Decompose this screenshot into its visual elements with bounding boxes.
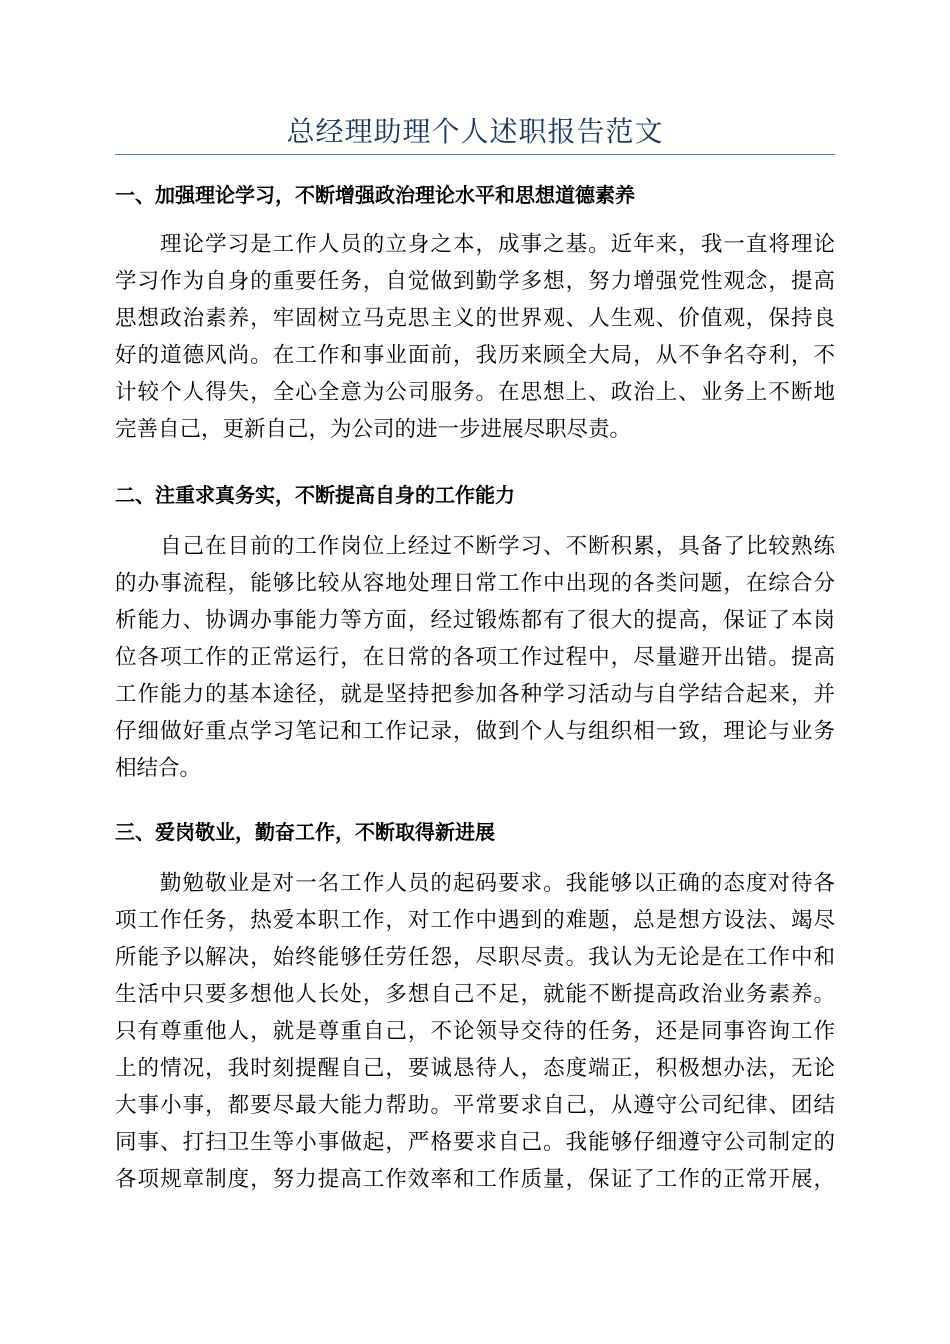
section-heading-1: 一、加强理论学习，不断增强政治理论水平和思想道德素养 [115,183,635,207]
paragraph-line: 仔细做好重点学习笔记和工作记录，做到个人与组织相一致，理论与业务 [115,719,835,744]
paragraph-line: 上的情况，我时刻提醒自己，要诚恳待人，态度端正，积极想办法，无论 [115,1056,835,1081]
paragraph-line: 完善自己，更新自己，为公司的进一步进展尽职尽责。 [115,417,632,442]
section-paragraph-2 [115,528,835,787]
paragraph-line: 学习作为自身的重要任务，自觉做到勤学多想，努力增强党性观念，提高 [115,269,835,294]
section-paragraph-3 [115,865,835,1198]
section-heading-2: 二、注重求真务实，不断提高自身的工作能力 [115,483,515,507]
paragraph-line: 各项规章制度，努力提高工作效率和工作质量，保证了工作的正常开展， [115,1167,835,1192]
paragraph-line: 生活中只要多想他人长处，多想自己不足，就能不断提高政治业务素养。 [115,982,835,1007]
paragraph-line: 同事、打扫卫生等小事做起，严格要求自己。我能够仔细遵守公司制定的 [115,1130,835,1155]
paragraph-line: 勤勉敬业是对一名工作人员的起码要求。我能够以正确的态度对待各 [160,871,835,896]
paragraph-line: 析能力、协调办事能力等方面，经过锻炼都有了很大的提高，保证了本岗 [115,608,835,633]
paragraph-line: 只有尊重他人，就是尊重自己，不论领导交待的任务，还是同事咨询工作 [115,1019,835,1044]
paragraph-line: 计较个人得失，全心全意为公司服务。在思想上、政治上、业务上不断地 [115,380,835,405]
paragraph-line: 项工作任务，热爱本职工作，对工作中遇到的难题，总是想方设法、竭尽 [115,908,835,933]
paragraph-line: 位各项工作的正常运行，在日常的各项工作过程中，尽量避开出错。提高 [115,645,835,670]
section-paragraph-1 [115,226,835,448]
paragraph-line: 的办事流程，能够比较从容地处理日常工作中出现的各类问题，在综合分 [115,571,835,596]
paragraph-line: 相结合。 [115,756,202,781]
paragraph-line: 理论学习是工作人员的立身之本，成事之基。近年来，我一直将理论 [160,232,835,257]
paragraph-line: 思想政治素养，牢固树立马克思主义的世界观、人生观、价值观，保持良 [115,306,835,331]
section-heading-3: 三、爱岗敬业，勤奋工作，不断取得新进展 [115,820,495,844]
paragraph-line: 所能予以解决，始终能够任劳任怨，尽职尽责。我认为无论是在工作中和 [115,945,835,970]
paragraph-line: 大事小事，都要尽最大能力帮助。平常要求自己，从遵守公司纪律、团结 [115,1093,835,1118]
document-title: 总经理助理个人述职报告范文 [286,115,664,148]
paragraph-line: 好的道德风尚。在工作和事业面前，我历来顾全大局，从不争名夺利，不 [115,343,835,368]
title-underline [115,154,835,155]
paragraph-line: 自己在目前的工作岗位上经过不断学习、不断积累，具备了比较熟练 [160,534,835,559]
paragraph-line: 工作能力的基本途径，就是坚持把参加各种学习活动与自学结合起来，并 [115,682,835,707]
